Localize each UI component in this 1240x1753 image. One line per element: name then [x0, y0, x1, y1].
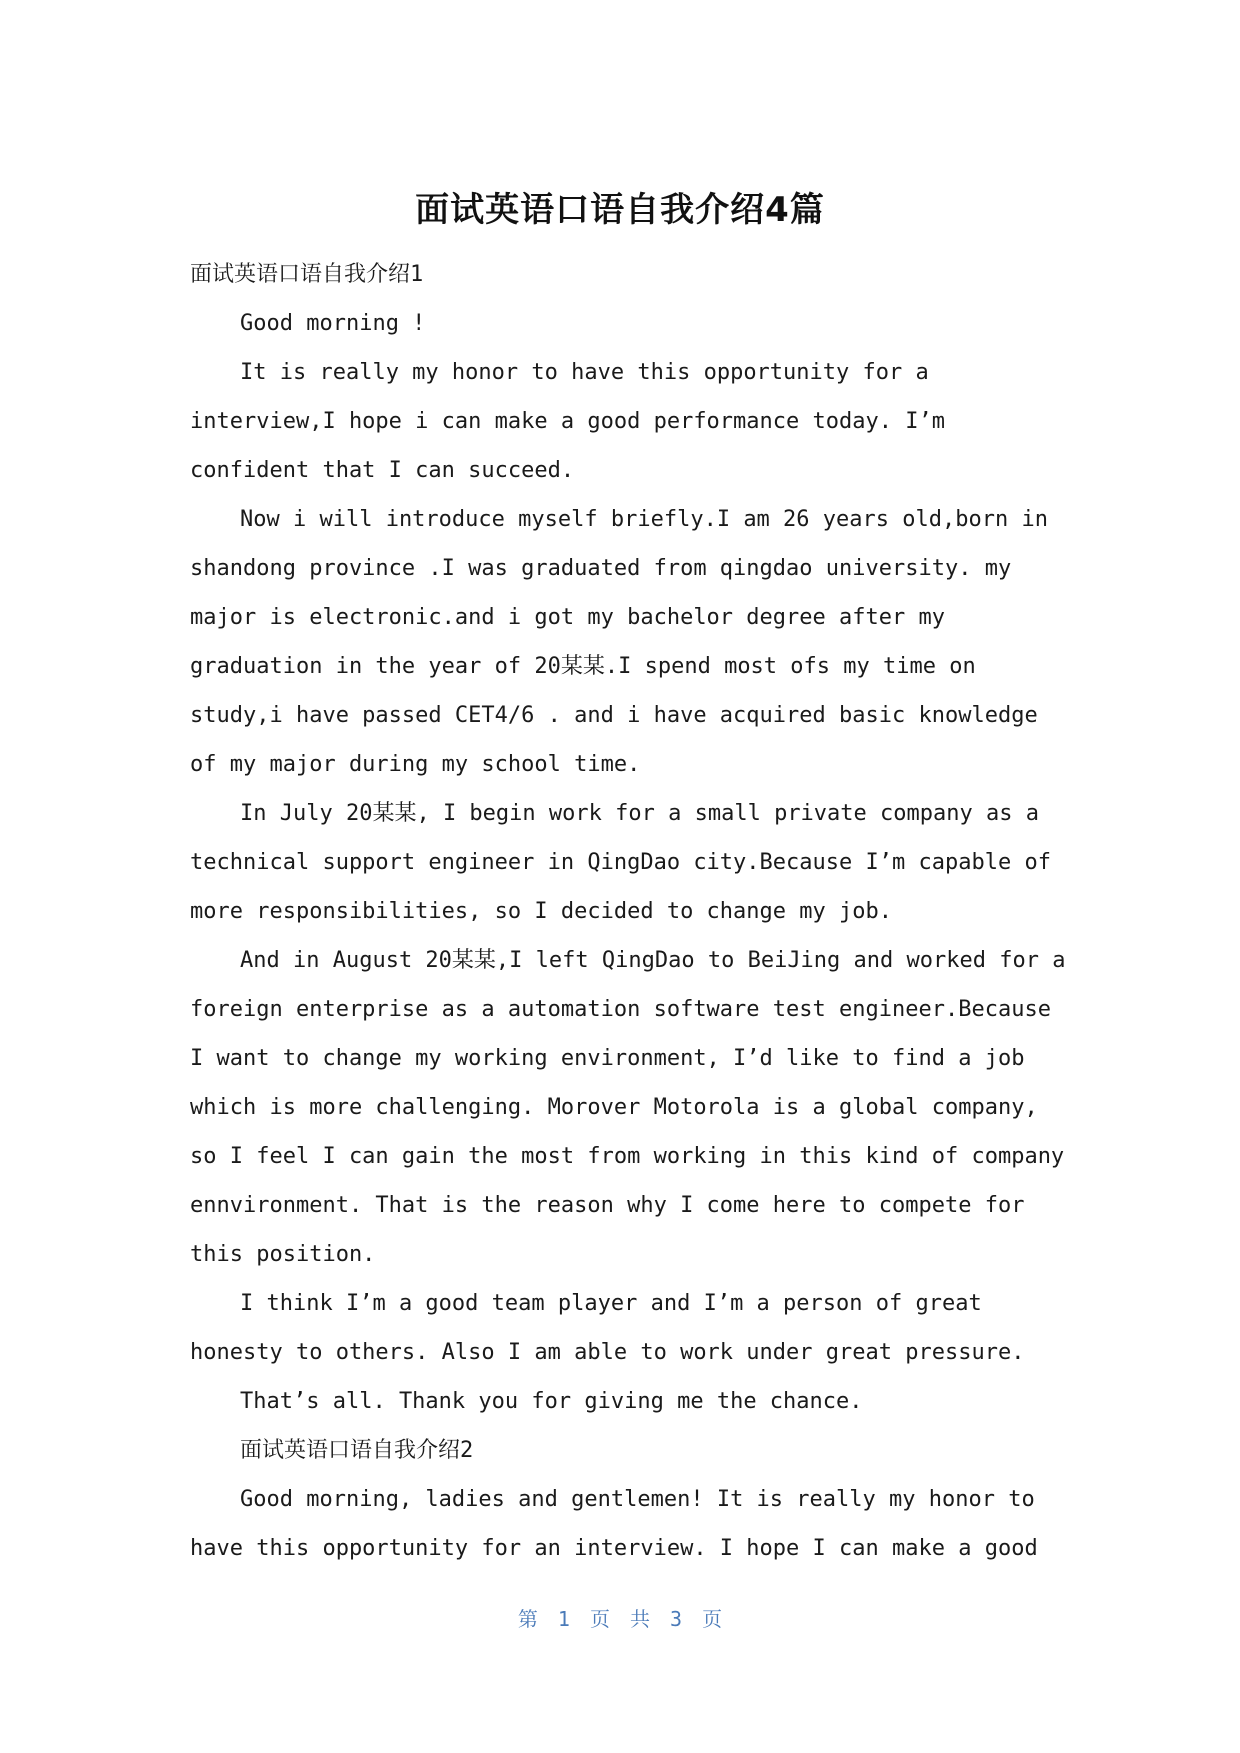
paragraph: That’s all. Thank you for giving me the chance. — [240, 1389, 863, 1414]
paragraph: Now i will introduce myself briefly.I am 26 years old,born in shandong province .I was graduated from qingdao university. my major is electronic.and i got my bachelor degree after my graduation in the year of 20某某.I spend most ofs my time on study,i have passed CET4/6 . and i have acquired basic knowledge of my major during my school time. — [190, 507, 1062, 777]
paragraph: And in August 20某某,I left QingDao to BeiJing and worked for a foreign enterprise as a automation software test engineer.Because I want to change my working environment, I’d like to find a job which is more challenging. Morover Motorola is a global company, so I feel I can gain the most from working in this kind of company ennvironment. That is the reason why I come here to compete for this position. — [190, 948, 1079, 1267]
paragraph: 面试英语口语自我介绍2 — [240, 1438, 474, 1463]
paragraph: Good morning ! — [240, 311, 426, 336]
paragraph: 面试英语口语自我介绍1 — [190, 262, 424, 287]
document-title: 面试英语口语自我介绍4篇 — [415, 190, 825, 230]
page-number-footer: 第 1 页 共 3 页 — [517, 1607, 723, 1631]
paragraph: In July 20某某, I begin work for a small private company as a technical support engineer in QingDao city.Because I’m capable of more responsibilities, so I decided to change my job. — [190, 801, 1065, 924]
paragraph: I think I’m a good team player and I’m a person of great honesty to others. Also I am able to work under great pressure. — [190, 1291, 1025, 1365]
document-body — [190, 250, 1079, 1573]
paragraph: It is really my honor to have this opportunity for a interview,I hope i can make a good performance today. I’m confident that I can succeed. — [190, 360, 959, 483]
paragraph: Good morning, ladies and gentlemen! It is really my honor to have this opportunity for an interview. I hope I can make a good — [190, 1487, 1048, 1561]
